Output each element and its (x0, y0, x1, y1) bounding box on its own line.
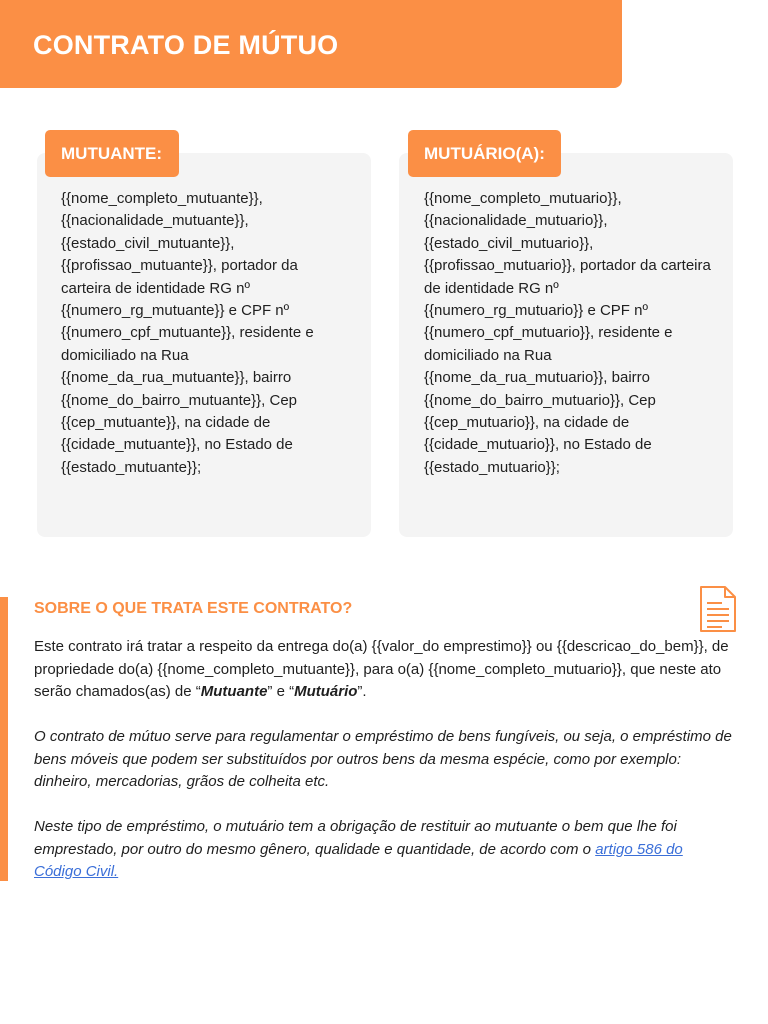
intro-closing: ”. (357, 683, 367, 700)
intro-text: Este contrato irá tratar a respeito da entrega do(a) {{valor_do emprestimo}} ou {{descricao_do_bem}}, de propriedade do(a) {{nome_completo_mutuante}}, para o(a) {{nome_completo_mutuario}}, que neste ato serão chamados(as) de “ (34, 638, 729, 700)
section-accent-bar (0, 597, 8, 881)
term-mutuante: Mutuante (200, 683, 268, 700)
civil-code-link[interactable]: artigo 586 do Código Civil. (34, 840, 683, 880)
mutuario-details: {{nome_completo_mutuario}}, {{nacionalidade_mutuario}}, {{estado_civil_mutuario}}, {{profissao_mutuario}}, portador da carteira de identidade RG nº {{numero_rg_mutuario}} e CPF nº {{numero_cpf_mutuario}}, residente e domiciliado na Rua {{nome_da_rua_mutuario}}, bairro {{nome_do_bairro_mutuario}}, Cep {{cep_mutuario}}, na cidade de {{cidade_mutuario}}, no Estado de {{estado_mutuario}}; (424, 190, 711, 476)
obligation-paragraph (34, 816, 734, 884)
intro-paragraph (34, 636, 734, 704)
mutuario-label: MUTUÁRIO(A): (408, 130, 561, 177)
definition-paragraph: O contrato de mútuo serve para regulamentar o empréstimo de bens fungíveis, ou seja, o empréstimo de bens móveis que podem ser substituídos por outros bens da mesma espécie, como por exemplo: dinheiro, mercadorias, grãos de colheita etc. (34, 728, 732, 790)
document-icon (698, 585, 738, 633)
term-mutuario: Mutuário (294, 683, 358, 700)
header-banner (0, 0, 622, 88)
obligation-text: Neste tipo de empréstimo, o mutuário tem a obrigação de restituir ao mutuante o bem que lhe foi emprestado, por outro do mesmo gênero, qualidade e quantidade, de acordo com o (34, 818, 677, 858)
section-heading: SOBRE O QUE TRATA ESTE CONTRATO? (34, 600, 353, 617)
page-title: CONTRATO DE MÚTUO (33, 30, 339, 60)
intro-connector: ” e “ (267, 683, 295, 700)
mutuante-label: MUTUANTE: (45, 130, 179, 177)
mutuante-details: {{nome_completo_mutuante}}, {{nacionalidade_mutuante}}, {{estado_civil_mutuante}}, {{profissao_mutuante}}, portador da carteira de identidade RG nº {{numero_rg_mutuante}} e CPF nº {{numero_cpf_mutuante}}, residente e domiciliado na Rua {{nome_da_rua_mutuante}}, bairro {{nome_do_bairro_mutuante}}, Cep {{cep_mutuante}}, na cidade de {{cidade_mutuante}}, no Estado de {{estado_mutuante}}; (61, 190, 314, 476)
